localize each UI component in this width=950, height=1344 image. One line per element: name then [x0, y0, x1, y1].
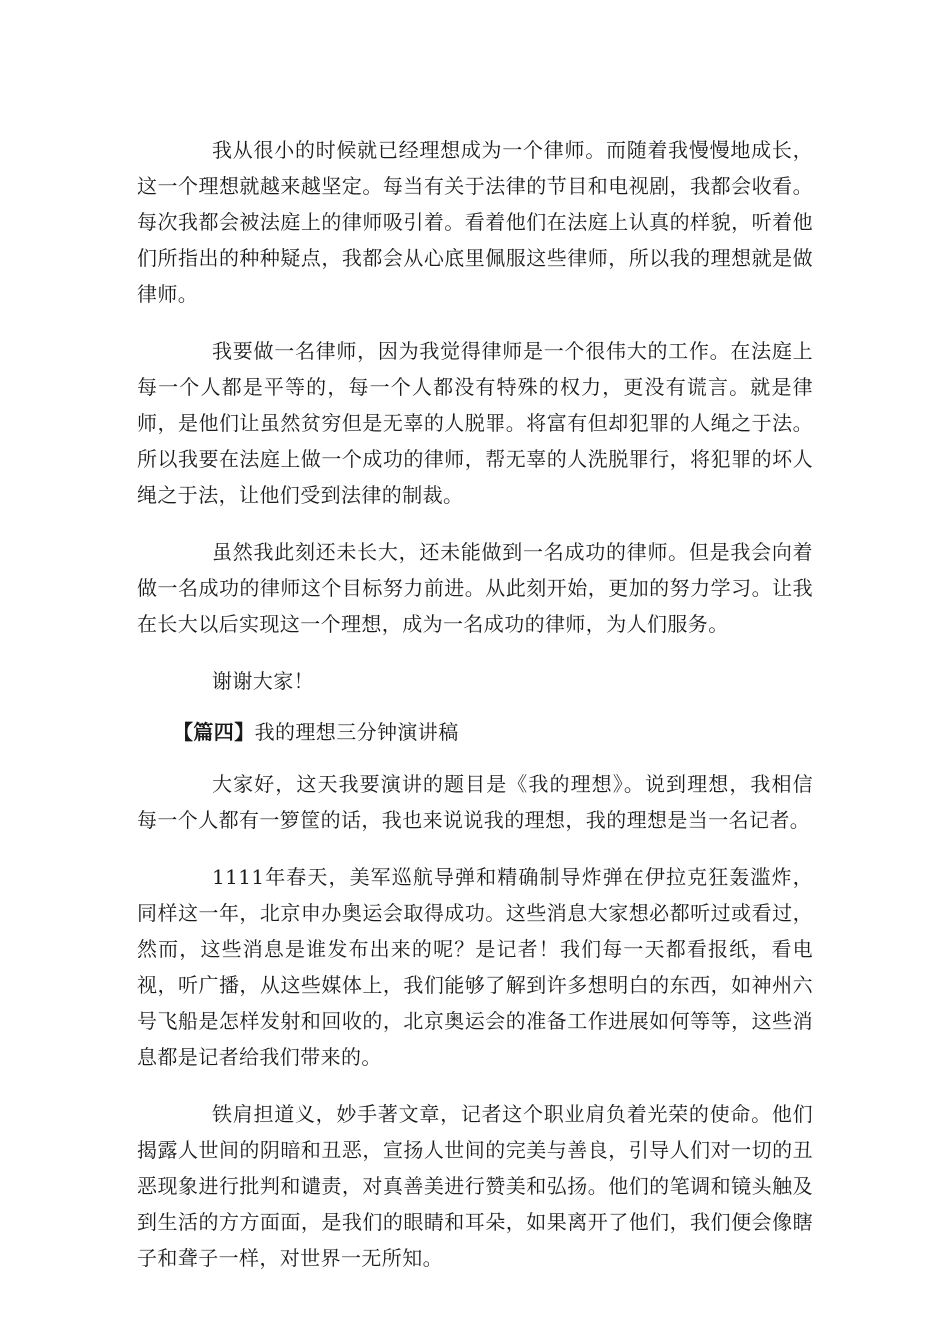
paragraph-lawyer-reason: 我要做一名律师，因为我觉得律师是一个很伟大的工作。在法庭上每一个人都是平等的，每一个人都没有特殊的权力，更没有谎言。就是律师，是他们让虽然贫穷但是无辜的人脱罪。将富有但却犯罪的人绳之于法。所以我要在法庭上做一个成功的律师，帮无辜的人洗脱罪行，将犯罪的坏人绳之于法，让他们受到法律的制裁。	[137, 339, 813, 507]
paragraph-reporter-intro: 大家好，这天我要演讲的题目是《我的理想》。说到理想，我相信每一个人都有一箩筐的话，我也来说说我的理想，我的理想是当一名记者。	[137, 772, 813, 832]
document-body	[137, 132, 813, 1297]
paragraph-reporter-mission: 铁肩担道义，妙手著文章，记者这个职业肩负着光荣的使命。他们揭露人世间的阴暗和丑恶，宣扬人世间的完美与善良，引导人们对一切的丑恶现象进行批判和谴责，对真善美进行赞美和弘扬。他们的笔调和镜头触及到生活的方方面面，是我们的眼睛和耳朵，如果离开了他们，我们便会像瞎子和聋子一样，对世界一无所知。	[137, 1102, 813, 1270]
paragraph-lawyer-dream: 我从很小的时候就已经理想成为一个律师。而随着我慢慢地成长，这一个理想就越来越坚定。每当有关于法律的节目和电视剧，我都会收看。每次我都会被法庭上的律师吸引着。看着他们在法庭上认真的样貌，听着他们所指出的种种疑点，我都会从心底里佩服这些律师，所以我的理想就是做律师。	[137, 138, 813, 306]
paragraph-thanks: 谢谢大家！	[212, 669, 314, 693]
section-heading-number: 【篇四】	[173, 720, 255, 744]
paragraph-lawyer-goal: 虽然我此刻还未长大，还未能做到一名成功的律师。但是我会向着做一名成功的律师这个目标努力前进。从此刻开始，更加的努力学习。让我在长大以后实现这一个理想，成为一名成功的律师，为人们服务。	[137, 540, 813, 636]
section-heading	[173, 714, 813, 750]
section-heading-title: 我的理想三分钟演讲稿	[254, 720, 459, 744]
paragraph-reporter-news: 1111年春天，美军巡航导弹和精确制导炸弹在伊拉克狂轰滥炸，同样这一年，北京申办奥运会取得成功。这些消息大家想必都听过或看过，然而，这些消息是谁发布出来的呢？是记者！我们每一天都看报纸，看电视，听广播，从这些媒体上，我们能够了解到许多想明白的东西，如神州六号飞船是怎样发射和回收的，北京奥运会的准备工作进展如何等等，这些消息都是记者给我们带来的。	[137, 865, 813, 1069]
